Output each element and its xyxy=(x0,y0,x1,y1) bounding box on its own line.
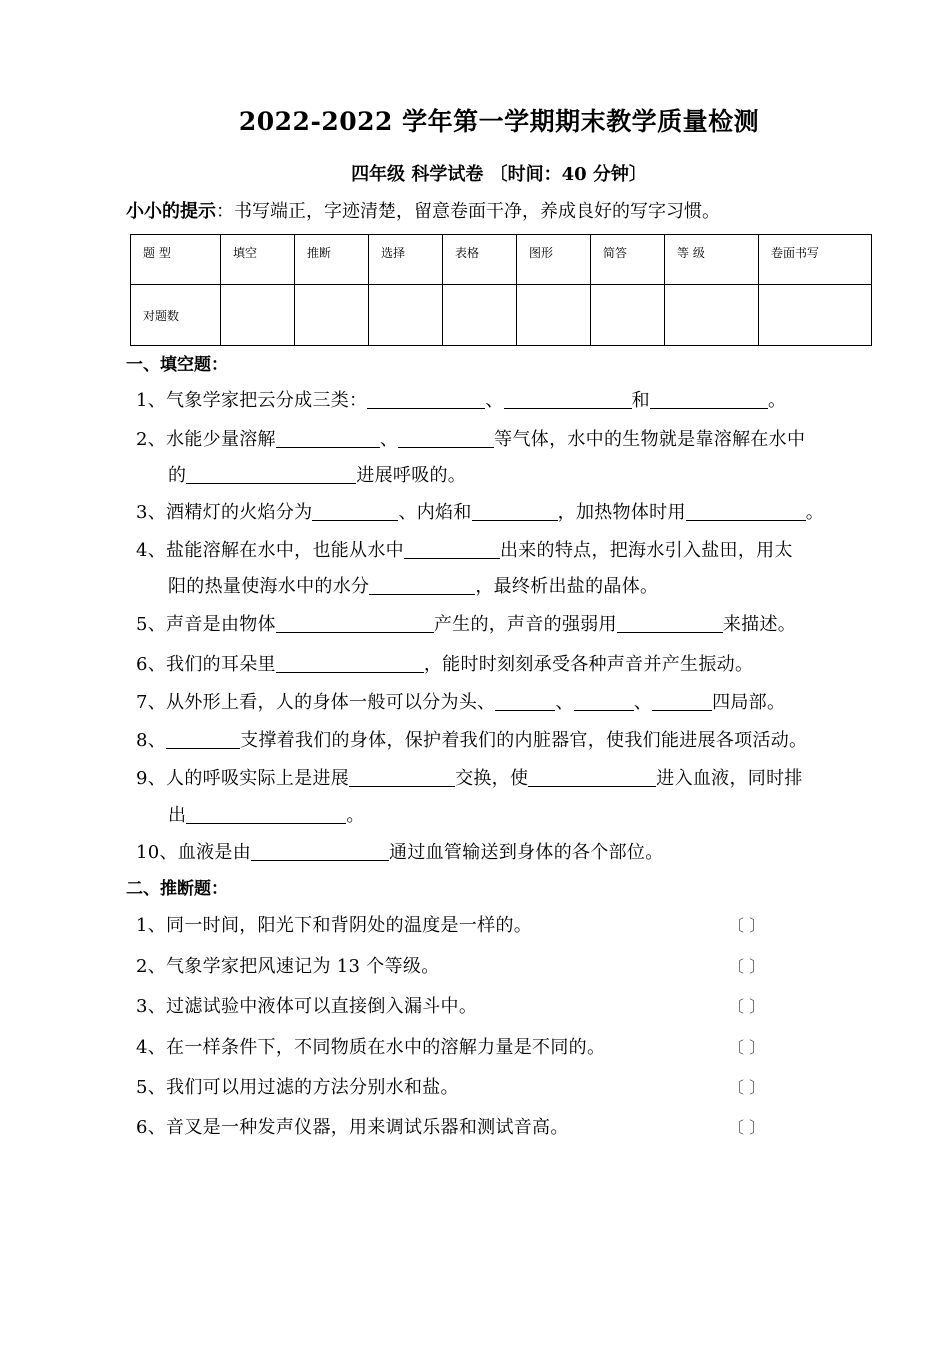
score-header-cell: 简答 xyxy=(591,235,665,285)
answer-blank[interactable] xyxy=(652,690,712,711)
question-text: 5、声音是由物体 xyxy=(136,614,276,635)
score-cell[interactable] xyxy=(665,285,759,346)
question-text: 产生的，声音的强弱用 xyxy=(433,614,617,635)
score-header-cell: 等 级 xyxy=(665,235,759,285)
section-judgement-heading: 二、推断题： xyxy=(126,879,228,899)
question-10 xyxy=(136,838,664,864)
answer-parentheses[interactable]: 〔 〕 xyxy=(728,957,766,976)
judgement-item: 5、我们可以用过滤的方法分别水和盐。 xyxy=(136,1077,459,1098)
answer-blank[interactable] xyxy=(686,500,806,521)
answer-blank[interactable] xyxy=(251,840,389,861)
question-text: 阳的热量使海水中的水分 xyxy=(168,576,370,597)
answer-blank[interactable] xyxy=(504,388,632,409)
score-cell[interactable] xyxy=(369,285,443,346)
score-cell[interactable] xyxy=(591,285,665,346)
score-cell[interactable] xyxy=(443,285,517,346)
score-table-value-row xyxy=(131,285,872,346)
question-text: 4、盐能溶解在水中，也能从水中 xyxy=(136,540,404,561)
answer-parentheses[interactable]: 〔 〕 xyxy=(728,997,766,1016)
answer-blank[interactable] xyxy=(495,690,555,711)
question-text: 和 xyxy=(631,390,650,411)
answer-blank[interactable] xyxy=(650,388,768,409)
question-text: 、 xyxy=(555,692,574,713)
score-header-cell: 表格 xyxy=(443,235,517,285)
answer-blank[interactable] xyxy=(186,463,356,484)
answer-parentheses[interactable]: 〔 〕 xyxy=(728,1118,766,1137)
judgement-item: 4、在一样条件下，不同物质在水中的溶解力量是不同的。 xyxy=(136,1037,606,1058)
answer-blank[interactable] xyxy=(166,728,240,749)
question-text: 、 xyxy=(633,692,653,713)
tip-label: 小小的提示 xyxy=(126,201,216,222)
judgement-item: 3、过滤试验中液体可以直接倒入漏斗中。 xyxy=(136,996,478,1017)
score-header-cell: 推断 xyxy=(295,235,369,285)
answer-parentheses[interactable]: 〔 〕 xyxy=(728,1038,766,1057)
score-cell[interactable] xyxy=(759,285,872,346)
judgement-item: 2、气象学家把风速记为 13 个等级。 xyxy=(136,956,440,977)
question-text: 的 xyxy=(168,465,187,486)
question-text: 。 xyxy=(346,805,365,826)
question-text: 2、水能少量溶解 xyxy=(136,429,276,450)
question-text: 3、酒精灯的火焰分为 xyxy=(136,502,313,523)
question-text: 、 xyxy=(379,429,399,450)
question-text: 支撑着我们的身体，保护着我们的内脏器官，使我们能进展各项活动。 xyxy=(240,730,808,751)
score-row-label: 对题数 xyxy=(131,285,221,346)
answer-blank[interactable] xyxy=(312,500,398,521)
score-header-cell: 选择 xyxy=(369,235,443,285)
question-text: 、内焰和 xyxy=(398,502,472,523)
question-text: 通过血管输送到身体的各个部位。 xyxy=(389,842,664,863)
question-text: ，加热物体时用 xyxy=(557,502,686,523)
page-subtitle: 四年级 科学试卷 〔时间：40 分钟〕 xyxy=(351,164,647,185)
question-9 xyxy=(136,764,803,790)
question-2-cont xyxy=(168,461,466,487)
question-text: ，最终析出盐的晶体。 xyxy=(475,576,659,597)
question-text: 交换，使 xyxy=(455,768,529,789)
score-cell[interactable] xyxy=(221,285,295,346)
judgement-item: 6、音叉是一种发声仪器，用来调试乐器和测试音高。 xyxy=(136,1117,569,1138)
score-header-cell: 卷面书写 xyxy=(759,235,872,285)
question-text: 8、 xyxy=(136,730,167,751)
question-text: 。 xyxy=(805,502,825,523)
score-table-header-row xyxy=(131,235,872,285)
tip-text: ：书写端正，字迹清楚，留意卷面干净，养成良好的写字习惯。 xyxy=(216,201,720,222)
question-8 xyxy=(136,726,807,752)
answer-blank[interactable] xyxy=(404,538,500,559)
answer-blank[interactable] xyxy=(574,690,634,711)
answer-blank[interactable] xyxy=(186,803,346,824)
question-text: 9、人的呼吸实际上是进展 xyxy=(136,768,350,789)
question-4 xyxy=(136,536,793,562)
score-cell[interactable] xyxy=(295,285,369,346)
answer-blank[interactable] xyxy=(276,652,424,673)
score-cell[interactable] xyxy=(517,285,591,346)
question-text: 出 xyxy=(168,805,187,826)
question-4-cont xyxy=(168,572,658,598)
answer-blank[interactable] xyxy=(349,766,455,787)
question-3 xyxy=(136,498,824,524)
question-text: 进展呼吸的。 xyxy=(356,465,467,486)
question-text: 10、血液是由 xyxy=(136,842,252,863)
question-text: 进入血液，同时排 xyxy=(656,768,803,789)
question-text: 等气体，水中的生物就是靠溶解在水中 xyxy=(494,429,806,450)
answer-blank[interactable] xyxy=(617,612,723,633)
question-text: 1、气象学家把云分成三类： xyxy=(136,390,368,411)
score-header-cell: 填空 xyxy=(221,235,295,285)
answer-blank[interactable] xyxy=(367,388,485,409)
score-table xyxy=(130,234,872,346)
question-text: 7、从外形上看，人的身体一般可以分为头、 xyxy=(136,692,496,713)
score-header-cell: 题 型 xyxy=(131,235,221,285)
question-7 xyxy=(136,688,785,714)
answer-blank[interactable] xyxy=(276,612,434,633)
answer-blank[interactable] xyxy=(528,766,656,787)
judgement-item: 1、同一时间，阳光下和背阴处的温度是一样的。 xyxy=(136,915,533,936)
question-6 xyxy=(136,650,753,676)
question-text: 出来的特点，把海水引入盐田，用太 xyxy=(499,540,793,561)
score-header-cell: 图形 xyxy=(517,235,591,285)
answer-blank[interactable] xyxy=(398,427,494,448)
question-text: 四局部。 xyxy=(712,692,786,713)
question-9-cont xyxy=(168,801,365,827)
question-2 xyxy=(136,425,805,451)
answer-blank[interactable] xyxy=(472,500,558,521)
question-text: ，能时时刻刻承受各种声音并产生振动。 xyxy=(423,654,754,675)
question-text: 6、我们的耳朵里 xyxy=(136,654,276,675)
question-5 xyxy=(136,610,796,636)
answer-parentheses[interactable]: 〔 〕 xyxy=(728,1078,766,1097)
answer-blank[interactable] xyxy=(369,574,475,595)
section-fill-blank-heading: 一、填空题： xyxy=(126,355,228,375)
question-text: 、 xyxy=(485,390,504,411)
page-title: 2022-2022 学年第一学期期末教学质量检测 xyxy=(238,107,760,136)
answer-parentheses[interactable]: 〔 〕 xyxy=(728,916,766,935)
question-text: 来描述。 xyxy=(722,614,797,635)
question-text: 。 xyxy=(767,390,787,411)
answer-blank[interactable] xyxy=(276,427,380,448)
tip-line xyxy=(126,197,720,223)
question-1 xyxy=(136,386,786,412)
